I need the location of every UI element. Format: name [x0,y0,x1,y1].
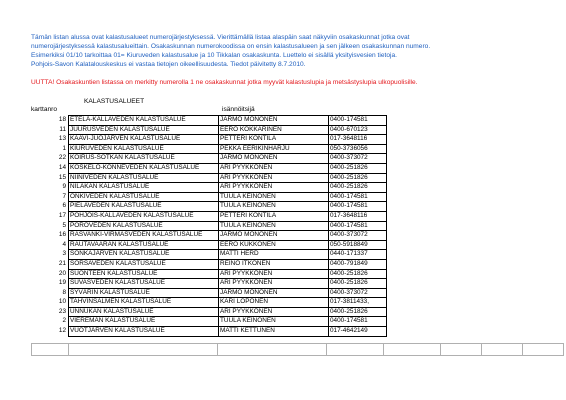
row-number[interactable]: 10 [58,298,66,306]
owner-name[interactable]: PETTERI KONTILA [219,135,329,145]
row-number[interactable]: 9 [62,183,66,191]
header-number: karttanro [31,106,58,113]
table-row [31,125,387,135]
owner-name[interactable]: PETTERI KONTILA [219,211,329,221]
district-name[interactable]: SYVÄRIN KALASTUSALUE [69,288,219,298]
header-owner: isännöitsijä [222,106,255,113]
table-title: KALASTUSALUEET [84,98,145,105]
new-notice: UUTTA! Osakaskuntien listassa on merkitty numerolla 1 ne osakaskunnat jotka myyvät kalastuslupia ja metsästyslupia ulkopuolisille. [31,79,418,86]
row-number[interactable]: 3 [62,250,66,258]
row-number[interactable]: 6 [62,202,66,210]
row-number[interactable]: 8 [62,288,66,296]
phone-number[interactable]: 0400-373072 [329,231,387,241]
empty-grid-row [31,343,564,356]
phone-number[interactable]: 0440-171337 [329,250,387,260]
table-row [31,154,387,164]
owner-name[interactable]: TUULA KEINONEN [219,317,329,327]
district-name[interactable]: UNNUKAN KALASTUSALUE [69,307,219,317]
empty-cell[interactable] [69,344,218,356]
table-row [31,173,387,183]
table-row [31,231,387,241]
owner-name[interactable]: ARI PYYKKÖNEN [219,183,329,193]
phone-number[interactable]: 0400-373072 [329,288,387,298]
district-name[interactable]: KOSKELO-KONNEVEDEN KALASTUSALUE [69,163,219,173]
phone-number[interactable]: 0400-373072 [329,154,387,164]
table-row [31,279,387,289]
phone-number[interactable]: 017-3811433, [329,298,387,308]
district-name[interactable]: VUOTJÄRVEN KALASTUSALUE [69,327,219,337]
table-row [31,269,387,279]
row-number[interactable]: 15 [58,173,66,181]
table-row [31,211,387,221]
phone-number[interactable]: 0400-174581 [329,317,387,327]
phone-number[interactable]: 0400-791849 [329,259,387,269]
owner-name[interactable]: EERO KOKKARINEN [219,125,329,135]
phone-number[interactable]: 0400-251826 [329,269,387,279]
phone-number[interactable]: 0400-251826 [329,163,387,173]
row-number[interactable]: 1 [62,144,66,152]
row-number[interactable]: 2 [62,317,66,325]
owner-name[interactable]: EERO KUKKONEN [219,240,329,250]
district-name[interactable]: ONKIVEDEN KALASTUSALUE [69,192,219,202]
table-row [31,298,387,308]
table-row [31,192,387,202]
owner-name[interactable]: PEKKA EERIKINHARJU [219,144,329,154]
phone-number[interactable]: 017-3648116 [329,211,387,221]
table-row [31,116,387,126]
row-number[interactable]: 12 [58,327,66,335]
district-name[interactable]: RAUTAVAARAN KALASTUSALUE [69,240,219,250]
owner-name[interactable]: JARMO MONONEN [219,288,329,298]
intro-line: Tämän listan alussa ovat kalastusalueet numerojärjestyksessä. Vierittämällä listaa alaspäin saat näkyviin osakaskunnat jotka ovat [31,34,410,41]
owner-name[interactable]: JARMO MONONEN [219,231,329,241]
table-row [31,163,387,173]
district-name[interactable]: ETELÄ-KALLAVEDEN KALASTUSALUE [69,116,219,126]
empty-cell[interactable] [384,344,441,356]
row-number[interactable]: 13 [58,135,66,143]
row-number[interactable]: 21 [58,259,66,267]
owner-name[interactable]: ARI PYYKKÖNEN [219,173,329,183]
district-name[interactable]: SORSAVEDEN KALASTUSALUE [69,259,219,269]
owner-name[interactable]: MATTI HERD [219,250,329,260]
phone-number[interactable]: 050-5918849 [329,240,387,250]
district-name[interactable]: RASVANKI-VIRMASVEDEN KALASTUSALUE [69,231,219,241]
table-row [31,221,387,231]
row-number[interactable]: 19 [58,279,66,287]
table-row [31,250,387,260]
district-name[interactable]: NILAKAN KALASTUSALUE [69,183,219,193]
intro-line: Esimerkiksi 01/10 tarkoittaa 01= Kiuruveden kalastusalue ja 10 Tikkalan osakaskunta. Luettelo ei sisällä yksityisvesien tietoja. [31,52,397,59]
empty-cell[interactable] [218,344,327,356]
phone-number[interactable]: 0400-251826 [329,173,387,183]
district-name[interactable]: NIINIVEDEN KALASTUSALUE [69,173,219,183]
empty-cell[interactable] [327,344,384,356]
district-name[interactable]: VIEREMÄN KALASTUSALUE [69,317,219,327]
row-number[interactable]: 22 [58,154,66,162]
district-name[interactable]: POROVEDEN KALASTUSALUE [69,221,219,231]
district-name[interactable]: SUVASVEDEN KALASTUSALUE [69,279,219,289]
district-name[interactable]: PIELAVEDEN KALASTUSALUE [69,202,219,212]
owner-name[interactable]: KARI LOPONEN [219,298,329,308]
owner-name[interactable]: JARMO MONONEN [219,116,329,126]
phone-number[interactable]: 050-3736056 [329,144,387,154]
empty-cell[interactable] [32,344,69,356]
row-number[interactable]: 11 [59,125,66,133]
phone-number[interactable]: 0400-174581 [329,116,387,126]
phone-number[interactable]: 0400-174581 [329,202,387,212]
row-number[interactable]: 7 [62,192,66,200]
table-row [31,327,387,337]
table-row [31,183,387,193]
district-name[interactable]: SONKAJÄRVEN KALASTUSALUE [69,250,219,260]
row-number[interactable]: 23 [58,307,66,315]
phone-number[interactable]: 0400-251826 [329,307,387,317]
intro-text [31,33,551,69]
phone-number[interactable]: 0400-251826 [329,279,387,289]
row-number[interactable]: 18 [58,116,66,123]
row-number[interactable]: 4 [62,240,66,248]
owner-name[interactable]: TUULA KEINONEN [219,221,329,231]
owner-name[interactable]: MATTI KETTUNEN [219,327,329,337]
row-number[interactable]: 17 [58,211,66,219]
owner-name[interactable]: ARI PYYKKÖNEN [219,163,329,173]
phone-number[interactable]: 017-3648116 [329,135,387,145]
districts-table [31,115,387,337]
district-name[interactable]: KIURUVEDEN KALASTUSALUE [69,144,219,154]
district-name[interactable]: KAAVI-JUOJÄRVEN KALASTUSALUE [69,135,219,145]
table-row [31,259,387,269]
row-number[interactable]: 14 [58,163,66,171]
table-row [31,317,387,327]
row-number[interactable]: 16 [58,231,66,239]
district-name[interactable]: POHJOIS-KALLAVEDEN KALASTUSALUE [69,211,219,221]
owner-name[interactable]: TUULA KEINONEN [219,202,329,212]
phone-number[interactable]: 0400-251826 [329,183,387,193]
phone-number[interactable]: 0400-174581 [329,221,387,231]
row-number[interactable]: 5 [62,221,66,229]
owner-name[interactable]: ARI PYYKKÖNEN [219,279,329,289]
table-row [31,307,387,317]
phone-number[interactable]: 0400-174581 [329,192,387,202]
table-row [31,288,387,298]
district-name[interactable]: JUURUSVEDEN KALASTUSALUE [69,125,219,135]
table-row [31,202,387,212]
table-row [31,240,387,250]
phone-number[interactable]: 0400-670123 [329,125,387,135]
column-headers [31,105,561,114]
owner-name[interactable]: ARI PYYKKÖNEN [219,307,329,317]
district-name[interactable]: KOIRUS-SOTKAN KALASTUSALUE [69,154,219,164]
district-name[interactable]: TAHVINSALMEN KALASTUSALUE [69,298,219,308]
owner-name[interactable]: JARMO MONONEN [219,154,329,164]
intro-line: Pohjois-Savon Kalatalouskeskus ei vastaa tietojen oikeellisuudesta. Tiedot päivitetty 8.7.2010. [31,61,306,68]
owner-name[interactable]: TUULA KEINONEN [219,192,329,202]
empty-cell[interactable] [523,344,564,356]
district-name[interactable]: SUONTEEN KALASTUSALUE [69,269,219,279]
empty-cell[interactable] [482,344,523,356]
empty-cell[interactable] [441,344,482,356]
row-number[interactable]: 20 [58,269,66,277]
owner-name[interactable]: REINO ITKONEN [219,259,329,269]
phone-number[interactable]: 017-4642149 [329,327,387,337]
owner-name[interactable]: ARI PYYKKÖNEN [219,269,329,279]
table-row [31,135,387,145]
intro-line: numerojärjestyksessä kalastusalueittain. Osakaskunnan numerokoodissa on ensin kalastusalueen ja sen jälkeen osakaskunnan numero. [31,43,431,50]
table-row [31,144,387,154]
